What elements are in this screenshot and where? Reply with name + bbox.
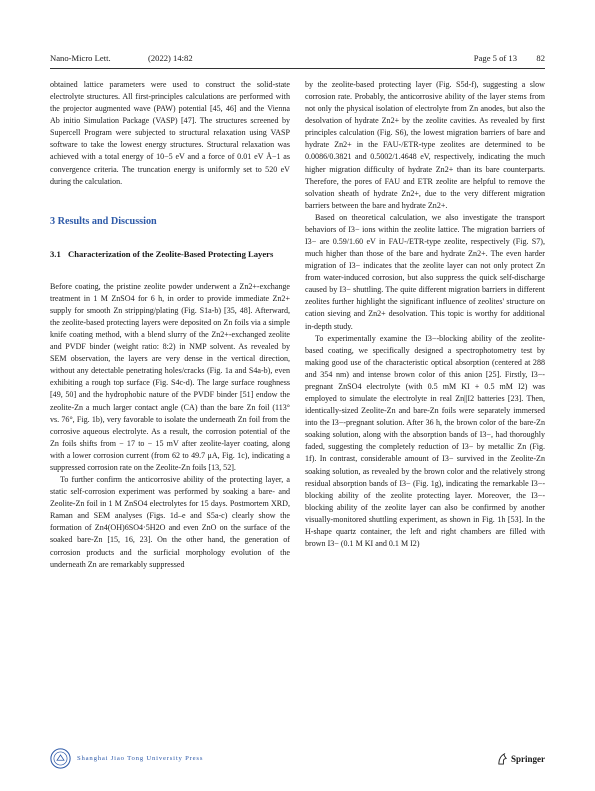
page-footer <box>50 748 545 772</box>
subsection-heading <box>50 248 290 260</box>
right-column <box>305 79 545 550</box>
subsection-title: Characterization of the Zeolite-Based Protecting Layers <box>68 248 274 259</box>
university-seal-icon <box>50 748 71 769</box>
body-paragraph-3: by the zeolite-based protecting layer (Fig. S5d-f), suggesting a slow corrosion rate. Probably, the anticorrosive ability of the layer stems from not only the physical isolation of electrolyte from Zn anodes, but also the desolvation of hydrate Zn2+ by the zeolite cavities. As revealed by first principles calculation (Fig. S6), the lowest migration barriers of bare and hydrate Zn2+ in the FAU-/ETR-type zeolites are determined to be 0.0086/0.3821 and 0.5002/1.4648 eV, respectively, indicating the much higher migration difficulty of hydrate Zn2+ than its bare counterparts. Therefore, the pores of FAU and ETR zeolite are helpful to remove the solvation sheath of hydrate Zn2+, due to the very different migration barriers between the bare and hydrate Zn2+. <box>305 80 545 210</box>
header-rule <box>50 68 545 69</box>
intro-paragraph: obtained lattice parameters were used to construct the solid-state electrolyte structures. All first-principles calculations are performed with the projector augmented wave (PAW) potential [45, 46] and the Vienna Ab initio Simulation Package (VASP) [47]. The structures screened by Supercell Program were subjected to structural relaxation using VASP software to take the lowest energy structures. Structural relaxation was achieved with a total energy of 10−5 eV and a force of 0.01 eV Å−1 as convergence criteria. The truncation energy is uniformly set to 520 eV during the calculation. <box>50 80 290 186</box>
article-number: 82 <box>536 53 545 63</box>
body-paragraph-5: To experimentally examine the I3−-blocking ability of the zeolite-based coating, we specifically designed a spectrophotometry test by making good use of the characteristic optical absorption (centered at 288 and 354 nm) and intense brown color of this anion [25]. Firstly, I3−-pregnant ZnSO4 electrolyte (with 0.5 mM KI + 0.5 mM I2) was employed to simulate the electrolyte in real Zn||I2 batteries [23]. Then, identically-sized Zeolite-Zn and bare-Zn foils were separately immersed into the I3−-pregnant solution. After 36 h, the brown color of the bare-Zn soaking solution, along with the absorption bands of I3−, had thoroughly faded, suggesting the completely reduction of I3− by metallic Zn (Fig. 1f). In contrast, considerable amount of I3− survived in the Zeolite-Zn soaking solution, as revealed by the brown color and the relatively strong residual absorption bands of I3− (Fig. 1g), indicating the remarkable I3−-blocking ability of the zeolite protecting layer. Moreover, the I3−-blocking ability of the zeolite layer can also be confirmed by another visually-monitored shuttling experiment, as shown in Fig. 1h [53]. In the H-shape quartz container, the left and right chambers are filled with brown I3− (0.1 M KI and 0.1 M I2) <box>305 333 545 548</box>
body-paragraph-4: Based on theoretical calculation, we also investigate the transport behaviors of I3− ions within the zeolite lattice. The migration barriers of I3− are 0.59/1.60 eV in FAU-/ETR-type zeolite, respectively (Fig. S7), much higher than those of the bare and hydrate Zn2+. The even harder migration of I3− indicates that the zeolite layer can not only protect Zn from water-induced corrosion, but also suppress the quick self-discharge caused by I3− shuttling. The quite different migration barriers in different zeolites further highlight the significant influence of zeolites' structure on cation sieving and Zn2+ desolvation. This topic is worthy for additional in-depth study. <box>305 212 545 331</box>
journal-name: Nano-Micro Lett. <box>50 53 111 63</box>
subsection-number: 3.1 <box>50 248 61 259</box>
university-press-name: Shanghai Jiao Tong University Press <box>77 755 204 762</box>
page-indicator: Page 5 of 13 <box>473 53 517 63</box>
body-paragraph-2: To further confirm the anticorrosive ability of the protecting layer, a static self-corrosion experiment was performed by soaking a bare- and Zeolite-Zn foil in 1 M ZnSO4 electrolytes for 15 days. Postmortem XRD, Raman and SEM analyses (Figs. 1d–e and S5a-c) clearly show the formation of Zn4(OH)6SO4·5H2O and even ZnO on the surface of the soaked bare-Zn [15, 16, 23]. On the other hand, the generation of corrosion products and the surficial morphology evolution of the underneath Zn are remarkably suppressed <box>50 475 290 569</box>
section-title: 3 Results and Discussion <box>50 215 157 227</box>
running-header <box>50 53 545 67</box>
left-column <box>50 79 290 571</box>
publisher-mark <box>497 753 545 765</box>
publisher-name: Springer <box>510 754 545 764</box>
springer-horse-icon <box>497 753 508 765</box>
body-paragraph-1: Before coating, the pristine zeolite powder underwent a Zn2+-exchange treatment in 1 M ZnSO4 for 6 h, in order to provide immediate Zn2+ supply for smooth Zn stripping/plating (Fig. S1a-b) [35, 48]. Afterward, the zeolite-based protecting layers were deposited on Zn foils via a simple knife coating method, with a blend slurry of the Zn2+-exchanged zeolite and PVDF binder (weight ratio: 8:2) in NMP solvent. As revealed by SEM observation, the layers are very dense in the vertical direction, without any detectable penetrating holes/cracks (Fig. 1a and S4a-b), even exhibiting a rough top surface (Fig. S4c-d). The large surface roughness [49, 50] and the hydrophobic nature of the PVDF binder [51] endow the zeolite-Zn a much larger contact angle (CA) than the bare Zn foil (113° vs. 76°, Fig. 1b), very favorable to isolate the underneath Zn foil from the corrosive aqueous electrolyte. As a result, the corrosion potential of the Zn foils shifts from − 17 to − 15 mV after zeolite-layer coating, along with a lower corrosion current (from 62 to 49.7 μA, Fig. 1c), indicating a suppressed corrosion rate on the Zeolite-Zn foils [13, 52]. <box>50 281 290 472</box>
journal-citation: (2022) 14:82 <box>148 53 193 63</box>
